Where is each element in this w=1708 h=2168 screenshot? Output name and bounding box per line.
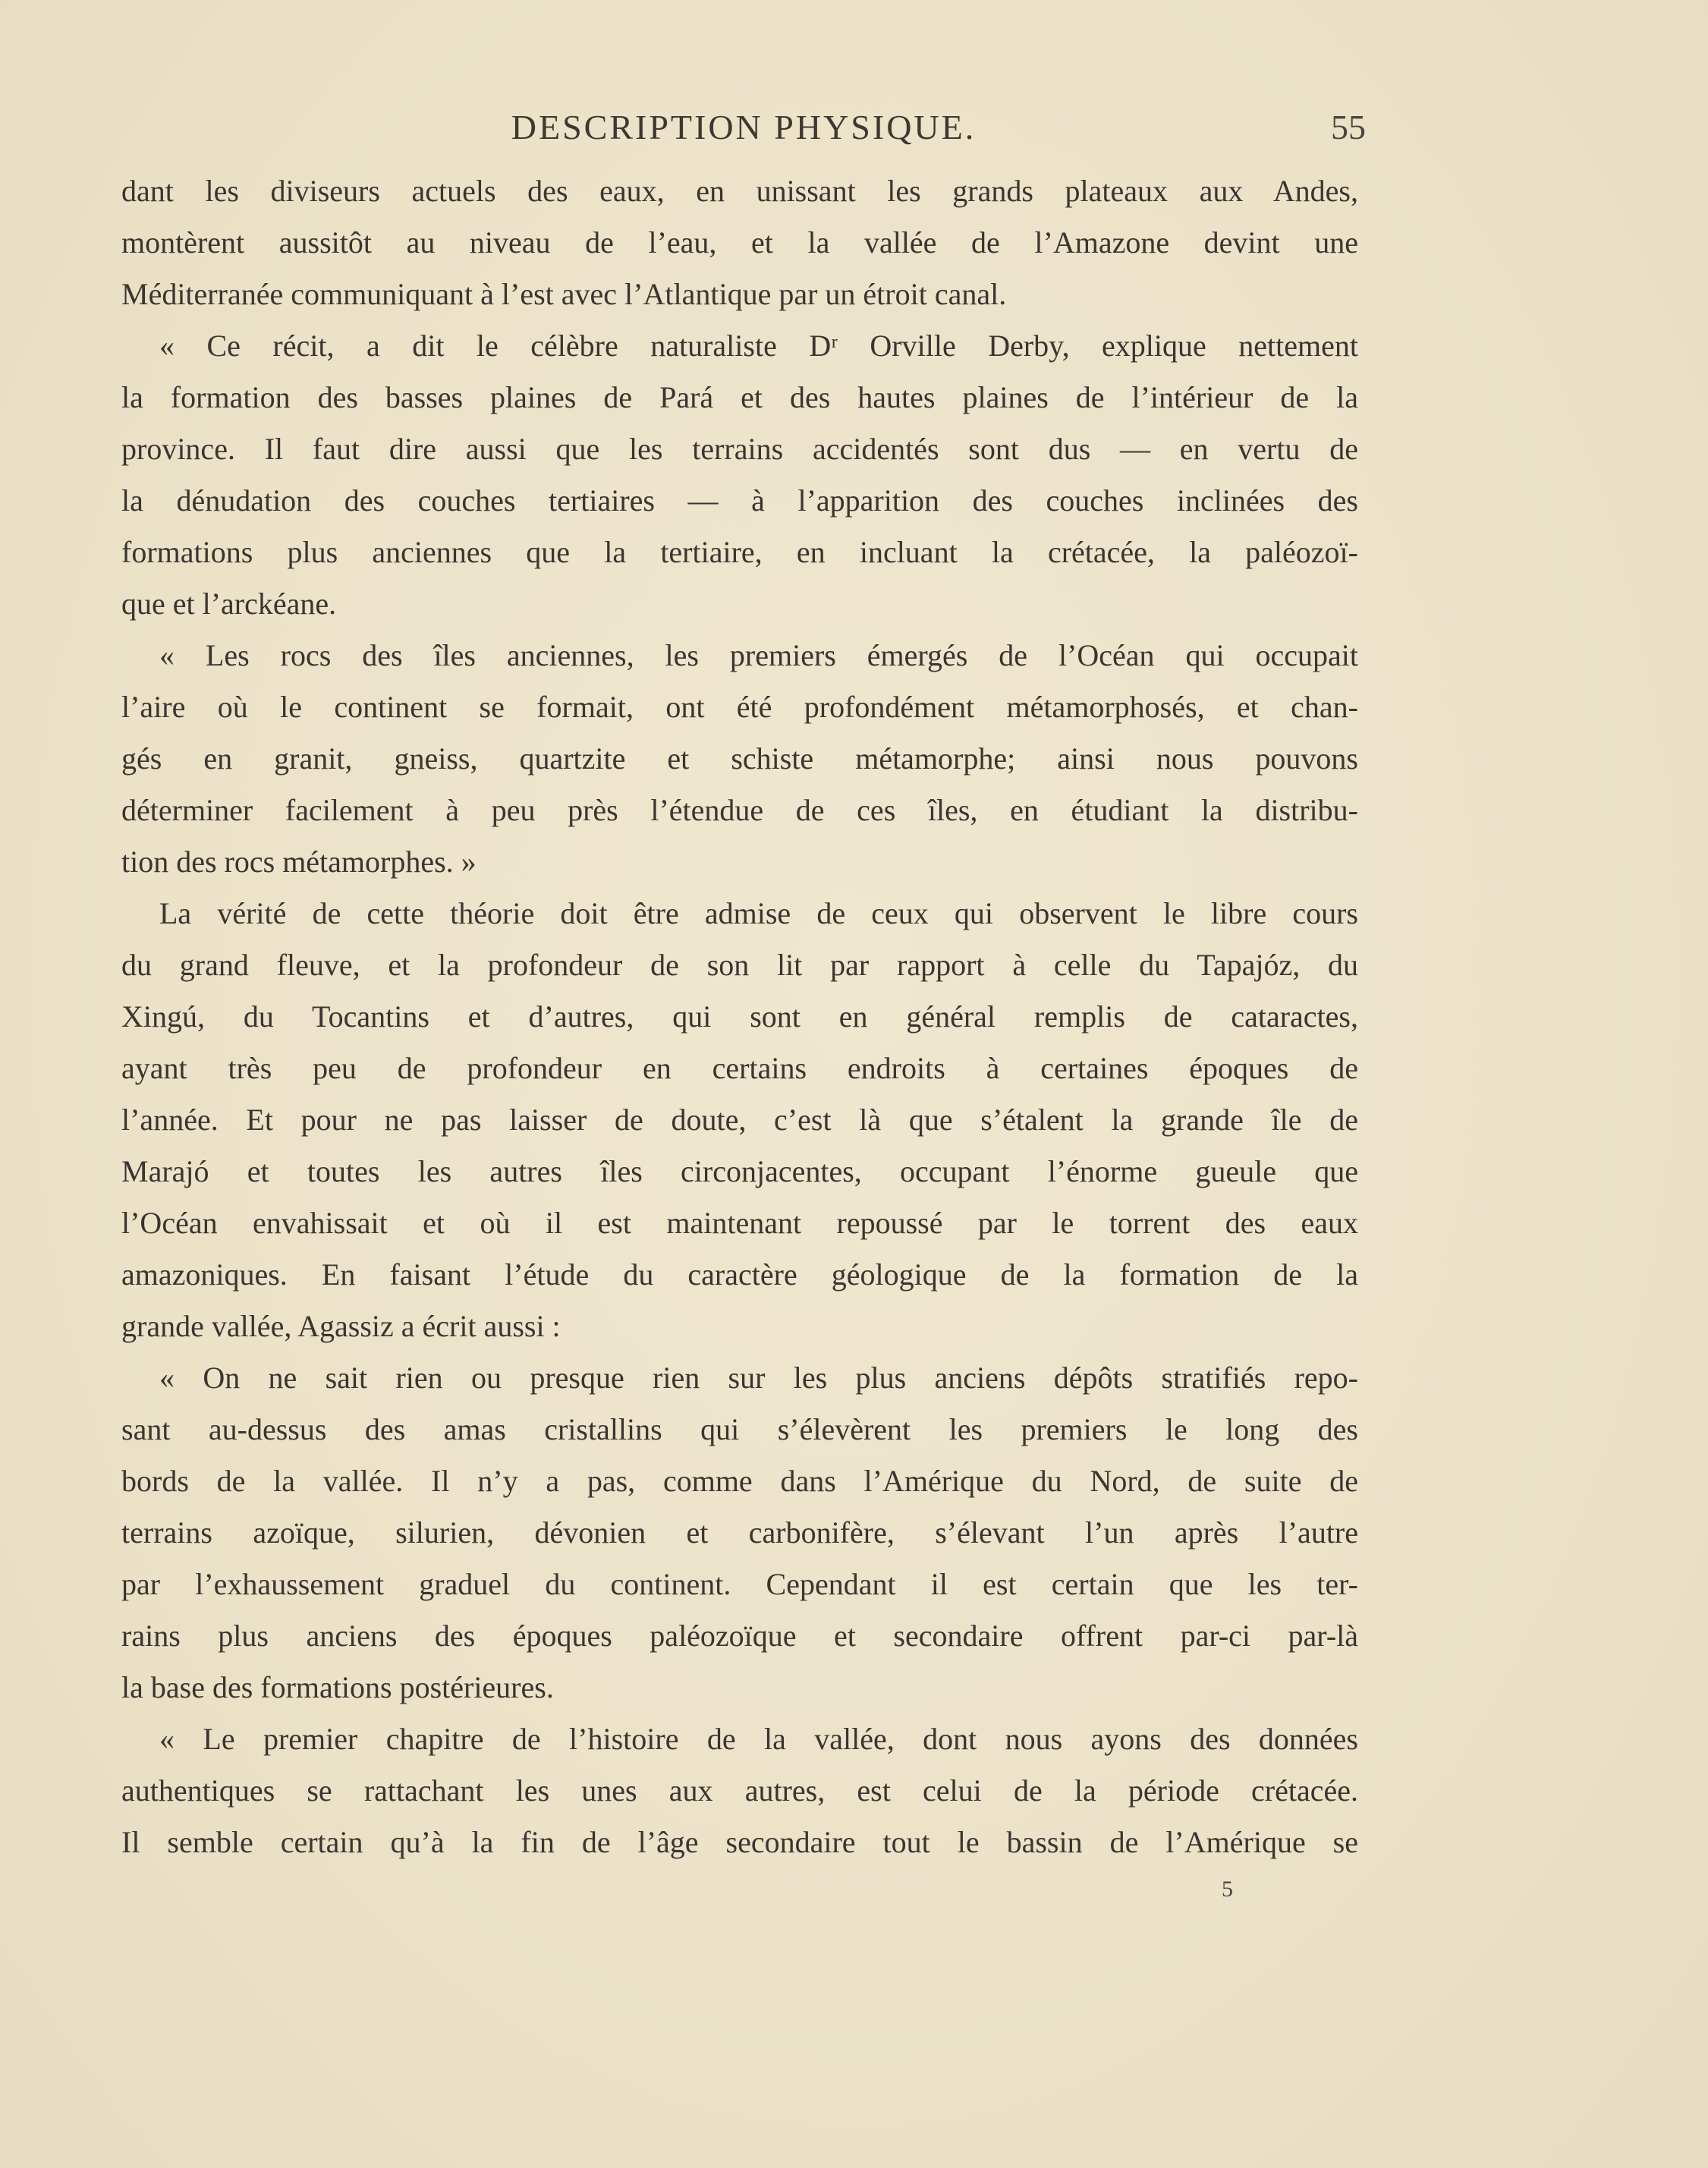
running-head [121,106,1366,152]
running-title: DESCRIPTION PHYSIQUE. [511,108,977,146]
text-line: ayant très peu de profondeur en certains endroits à certaines époques de [121,1051,1358,1085]
body-text [121,165,1358,1868]
text-line: l’aire où le continent se formait, ont été profondément métamorphosés, et chan- [121,690,1358,724]
text-line: formations plus anciennes que la tertiaire, en incluant la crétacée, la paléozoï- [121,535,1358,569]
page-number: 55 [1331,108,1366,146]
text-line: « Ce récit, a dit le célèbre naturaliste Dʳ Orville Derby, explique nettement [159,329,1358,363]
text-line: l’Océan envahissait et où il est maintenant repoussé par le torrent des eaux [121,1206,1358,1240]
text-line: « Les rocs des îles anciennes, les premiers émergés de l’Océan qui occupait [159,638,1358,672]
text-line: Xingú, du Tocantins et d’autres, qui sont en général remplis de cataractes, [121,999,1358,1034]
text-line: amazoniques. En faisant l’étude du caractère géologique de la formation de la [121,1257,1358,1292]
text-line: « Le premier chapitre de l’histoire de la vallée, dont nous ayons des données [159,1722,1358,1756]
text-line: bords de la vallée. Il n’y a pas, comme dans l’Amérique du Nord, de suite de [121,1464,1358,1498]
text-line: Marajó et toutes les autres îles circonjacentes, occupant l’énorme gueule que [121,1154,1358,1188]
text-line: déterminer facilement à peu près l’étendue de ces îles, en étudiant la distribu- [121,793,1358,827]
text-line: gés en granit, gneiss, quartzite et schiste métamorphe; ainsi nous pouvons [121,741,1358,776]
text-line: Méditerranée communiquant à l’est avec l’Atlantique par un étroit canal. [121,277,1007,311]
text-line: terrains azoïque, silurien, dévonien et carbonifère, s’élevant l’un après l’autre [121,1515,1358,1550]
signature-mark: 5 [1222,1877,1233,1902]
text-line: Il semble certain qu’à la fin de l’âge secondaire tout le bassin de l’Amérique se [121,1825,1358,1859]
text-line: dant les diviseurs actuels des eaux, en unissant les grands plateaux aux Andes, [121,174,1358,208]
text-line: la dénudation des couches tertiaires — à l’apparition des couches inclinées des [121,483,1358,518]
text-line: du grand fleuve, et la profondeur de son lit par rapport à celle du Tapajóz, du [121,948,1358,982]
text-line: sant au-dessus des amas cristallins qui s’élevèrent les premiers le long des [121,1412,1358,1446]
text-line: grande vallée, Agassiz a écrit aussi : [121,1309,561,1343]
text-line: rains plus anciens des époques paléozoïque et secondaire offrent par-ci par-là [121,1619,1358,1653]
text-line: que et l’arckéane. [121,587,337,621]
text-line: province. Il faut dire aussi que les terrains accidentés sont dus — en vertu de [121,432,1358,466]
text-line: montèrent aussitôt au niveau de l’eau, et la vallée de l’Amazone devint une [121,225,1358,260]
text-line: la formation des basses plaines de Pará et des hautes plaines de l’intérieur de la [121,380,1358,414]
text-line: par l’exhaussement graduel du continent. Cependant il est certain que les ter- [121,1567,1358,1601]
text-line: l’année. Et pour ne pas laisser de doute, c’est là que s’étalent la grande île de [121,1103,1358,1137]
text-line: authentiques se rattachant les unes aux autres, est celui de la période crétacée. [121,1773,1358,1808]
text-line: « On ne sait rien ou presque rien sur les plus anciens dépôts stratifiés repo- [159,1361,1358,1395]
text-line: tion des rocs métamorphes. » [121,845,477,879]
text-line: la base des formations postérieures. [121,1670,554,1704]
text-line: La vérité de cette théorie doit être admise de ceux qui observent le libre cours [159,896,1358,930]
